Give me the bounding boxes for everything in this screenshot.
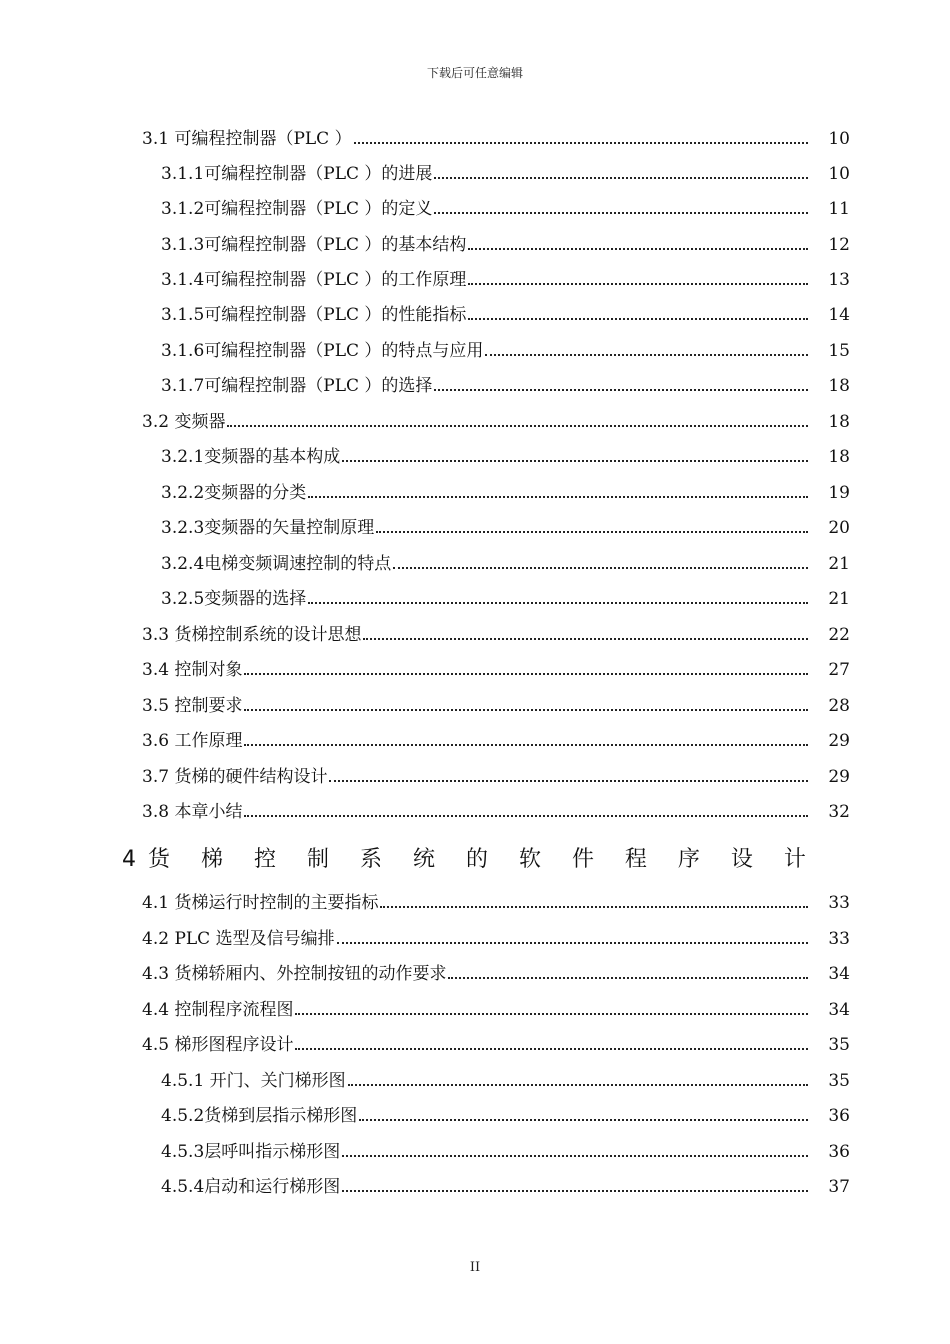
dot-leader — [354, 141, 808, 144]
toc-entry-3-1-6[interactable] — [161, 336, 812, 362]
page-header: 下载后可任意编辑 — [426, 66, 523, 80]
toc-entry-3-1[interactable] — [142, 124, 812, 150]
toc-entry-text: 3.2.4电梯变频调速控制的特点 — [161, 554, 392, 574]
toc-page-number: 10 — [828, 164, 850, 184]
toc-entry-text: 3.5 控制要求 — [142, 696, 243, 716]
toc-entry-text: 4.1 货梯运行时控制的主要指标 — [142, 893, 379, 913]
dot-leader — [363, 637, 808, 640]
toc-entry-text: 3.1.4可编程控制器（PLC ）的工作原理 — [161, 270, 467, 290]
dot-leader — [342, 1154, 808, 1157]
toc-page-number: 11 — [828, 199, 850, 219]
toc-entry-text: 3.2.3变频器的矢量控制原理 — [161, 518, 375, 538]
toc-entry-3-5[interactable] — [142, 691, 812, 717]
toc-page-number: 18 — [828, 376, 850, 396]
toc-entry-text: 3.1.2可编程控制器（PLC ）的定义 — [161, 199, 433, 219]
toc-entry-text: 4.5.1 开门、关门梯形图 — [161, 1071, 346, 1091]
page-footer-number: II — [469, 1260, 481, 1275]
toc-entry-3-7[interactable] — [142, 762, 812, 788]
toc-page-number: 12 — [828, 235, 850, 255]
dot-leader — [485, 353, 808, 356]
dot-leader — [244, 672, 808, 675]
toc-page-number: 18 — [828, 447, 850, 467]
toc-page-number: 36 — [828, 1106, 850, 1126]
toc-entry-text: 4.5.4启动和运行梯形图 — [161, 1177, 341, 1197]
toc-entry-4-5-3[interactable] — [161, 1137, 812, 1163]
dot-leader — [295, 1047, 808, 1050]
dot-leader — [244, 814, 808, 817]
dot-leader — [244, 708, 808, 711]
toc-entry-text: 3.2.1变频器的基本构成 — [161, 447, 341, 467]
toc-entry-3-1-2[interactable] — [161, 194, 812, 220]
toc-page-number: 35 — [828, 1071, 850, 1091]
dot-leader — [468, 247, 808, 250]
toc-entry-3-8[interactable] — [142, 797, 812, 823]
toc-entry-3-2-5[interactable] — [161, 584, 812, 610]
toc-entry-text: 3.6 工作原理 — [142, 731, 243, 751]
toc-entry-text: 4.2 PLC 选型及信号编排 — [142, 929, 335, 949]
dot-leader — [337, 941, 808, 944]
toc-page-number: 37 — [828, 1177, 850, 1197]
dot-leader — [380, 905, 808, 908]
dot-leader — [308, 601, 808, 604]
toc-entry-3-2-1[interactable] — [161, 442, 812, 468]
toc-entry-text: 3.2 变频器 — [142, 412, 226, 432]
toc-entry-3-3[interactable] — [142, 620, 812, 646]
toc-page-number: 22 — [828, 625, 850, 645]
toc-page-number: 33 — [828, 893, 850, 913]
toc-entry-3-1-5[interactable] — [161, 300, 812, 326]
dot-leader — [329, 779, 808, 782]
toc-entry-text: 4.5.3层呼叫指示梯形图 — [161, 1142, 341, 1162]
toc-entry-text: 4.3 货梯轿厢内、外控制按钮的动作要求 — [142, 964, 447, 984]
toc-entry-text: 3.8 本章小结 — [142, 802, 243, 822]
dot-leader — [244, 743, 808, 746]
toc-entry-text: 3.1.6可编程控制器（PLC ）的特点与应用 — [161, 341, 484, 361]
dot-leader — [227, 424, 808, 427]
toc-entry-text: 3.1.1可编程控制器（PLC ）的进展 — [161, 164, 433, 184]
toc-entry-text: 3.4 控制对象 — [142, 660, 243, 680]
dot-leader — [434, 211, 808, 214]
toc-entry-4-2[interactable] — [142, 924, 812, 950]
toc-entry-3-4[interactable] — [142, 655, 812, 681]
toc-entry-4-3[interactable] — [142, 959, 812, 985]
toc-page-number: 13 — [828, 270, 850, 290]
toc-page-number: 35 — [828, 1035, 850, 1055]
toc-page-number: 18 — [828, 412, 850, 432]
toc-entry-3-2[interactable] — [142, 407, 812, 433]
toc-entry-text: 3.1 可编程控制器（PLC ） — [142, 129, 352, 149]
dot-leader — [393, 566, 808, 569]
toc-entry-3-2-2[interactable] — [161, 478, 812, 504]
dot-leader — [376, 530, 808, 533]
toc-entry-text: 3.2.2变频器的分类 — [161, 483, 307, 503]
toc-entry-text: 3.1.3可编程控制器（PLC ）的基本结构 — [161, 235, 467, 255]
toc-page-number: 14 — [828, 305, 850, 325]
toc-page-number: 34 — [828, 964, 850, 984]
toc-entry-4-1[interactable] — [142, 888, 812, 914]
toc-entry-3-6[interactable] — [142, 726, 812, 752]
toc-entry-text: 3.3 货梯控制系统的设计思想 — [142, 625, 362, 645]
dot-leader — [468, 317, 808, 320]
toc-page-number: 19 — [828, 483, 850, 503]
toc-entry-text: 4.5 梯形图程序设计 — [142, 1035, 294, 1055]
toc-entry-4-4[interactable] — [142, 995, 812, 1021]
toc-entry-3-2-3[interactable] — [161, 513, 812, 539]
dot-leader — [448, 976, 808, 979]
toc-page-number: 27 — [828, 660, 850, 680]
toc-page-number: 32 — [828, 802, 850, 822]
toc-page-number: 15 — [828, 341, 850, 361]
toc-entry-3-2-4[interactable] — [161, 549, 812, 575]
toc-page-number: 33 — [828, 929, 850, 949]
toc-page-number: 21 — [828, 589, 850, 609]
dot-leader — [295, 1012, 808, 1015]
dot-leader — [468, 282, 808, 285]
chapter-4-heading[interactable]: 4货 梯 控 制 系 统 的 软 件 程 序 设 计 — [122, 847, 818, 872]
toc-entry-3-1-1[interactable] — [161, 159, 812, 185]
toc-entry-text: 3.7 货梯的硬件结构设计 — [142, 767, 328, 787]
toc-page-number: 36 — [828, 1142, 850, 1162]
toc-entry-4-5-1[interactable] — [161, 1066, 812, 1092]
toc-entry-3-1-7[interactable] — [161, 371, 812, 397]
dot-leader — [342, 1189, 808, 1192]
toc-page-number: 10 — [828, 129, 850, 149]
toc-page-number: 28 — [828, 696, 850, 716]
dot-leader — [434, 176, 808, 179]
dot-leader — [308, 495, 808, 498]
toc-page-number: 20 — [828, 518, 850, 538]
toc-page-number: 34 — [828, 1000, 850, 1020]
toc-entry-text: 4.4 控制程序流程图 — [142, 1000, 294, 1020]
toc-entry-4-5-2[interactable] — [161, 1101, 812, 1127]
toc-entry-4-5-4[interactable] — [161, 1172, 812, 1198]
toc-page-number: 29 — [828, 731, 850, 751]
toc-page-number: 29 — [828, 767, 850, 787]
toc-entry-text: 3.1.5可编程控制器（PLC ）的性能指标 — [161, 305, 467, 325]
toc-entry-3-1-3[interactable] — [161, 230, 812, 256]
dot-leader — [434, 388, 808, 391]
toc-entry-text: 3.2.5变频器的选择 — [161, 589, 307, 609]
dot-leader — [342, 459, 808, 462]
toc-entry-3-1-4[interactable] — [161, 265, 812, 291]
dot-leader — [348, 1083, 808, 1086]
toc-entry-4-5[interactable] — [142, 1030, 812, 1056]
toc-entry-text: 3.1.7可编程控制器（PLC ）的选择 — [161, 376, 433, 396]
toc-page-number: 21 — [828, 554, 850, 574]
dot-leader — [359, 1118, 808, 1121]
toc-entry-text: 4.5.2货梯到层指示梯形图 — [161, 1106, 358, 1126]
